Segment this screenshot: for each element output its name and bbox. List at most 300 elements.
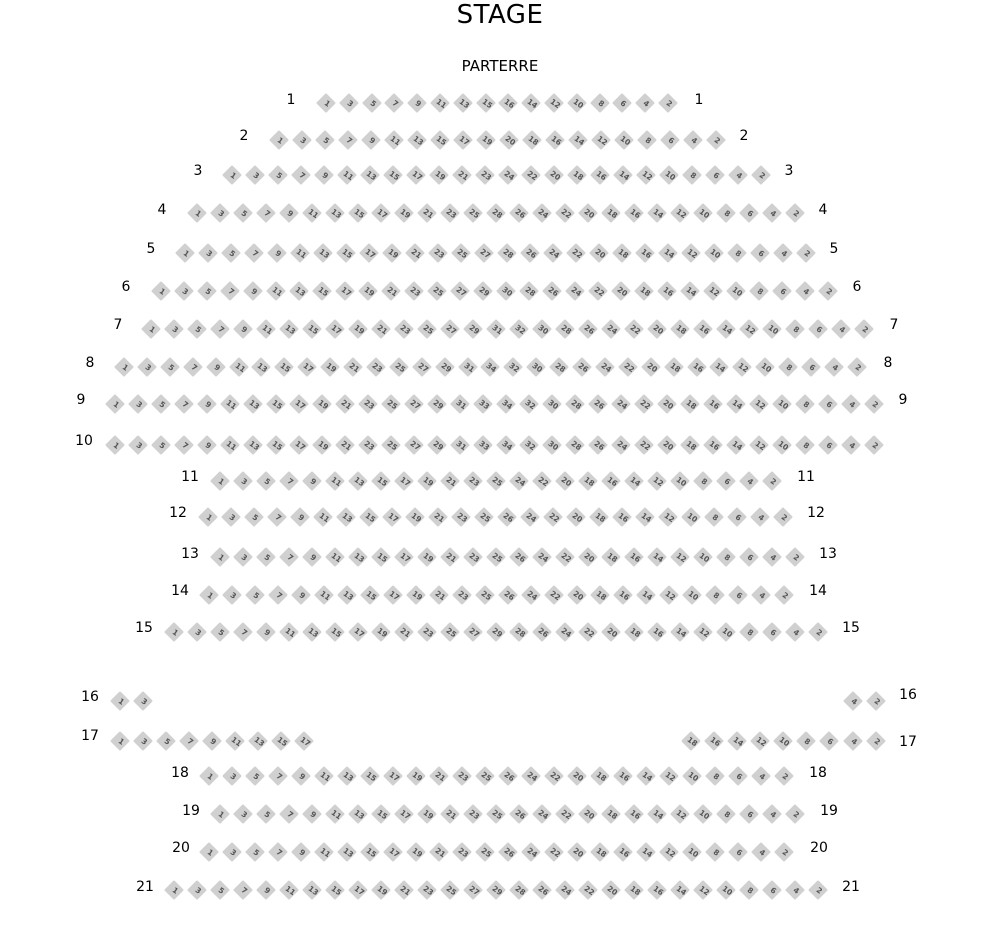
- seat[interactable]: [408, 94, 428, 114]
- seat[interactable]: [728, 508, 748, 528]
- seat[interactable]: [568, 843, 588, 863]
- seat[interactable]: [556, 320, 576, 340]
- seat[interactable]: [293, 131, 313, 151]
- seat[interactable]: [188, 320, 208, 340]
- seat[interactable]: [740, 472, 760, 492]
- seat[interactable]: [383, 244, 403, 264]
- seat[interactable]: [727, 282, 747, 302]
- seat[interactable]: [566, 282, 586, 302]
- seat[interactable]: [825, 358, 845, 378]
- seat[interactable]: [522, 843, 542, 863]
- seat[interactable]: [349, 805, 369, 825]
- seat[interactable]: [533, 204, 553, 224]
- seat[interactable]: [568, 94, 588, 114]
- seat[interactable]: [510, 623, 530, 643]
- seat[interactable]: [694, 623, 714, 643]
- seat[interactable]: [315, 586, 335, 606]
- seat[interactable]: [245, 244, 265, 264]
- seat[interactable]: [510, 881, 530, 901]
- seat[interactable]: [681, 282, 701, 302]
- seat[interactable]: [545, 586, 565, 606]
- seat[interactable]: [625, 548, 645, 568]
- seat[interactable]: [203, 732, 223, 752]
- seat[interactable]: [763, 881, 783, 901]
- seat[interactable]: [592, 131, 612, 151]
- seat[interactable]: [671, 548, 691, 568]
- seat[interactable]: [625, 623, 645, 643]
- seat[interactable]: [522, 767, 542, 787]
- seat[interactable]: [660, 843, 680, 863]
- seat[interactable]: [865, 395, 885, 415]
- seat[interactable]: [314, 244, 334, 264]
- seat[interactable]: [384, 586, 404, 606]
- seat[interactable]: [384, 166, 404, 186]
- seat[interactable]: [221, 395, 241, 415]
- seat[interactable]: [211, 472, 231, 492]
- seat[interactable]: [234, 204, 254, 224]
- seat[interactable]: [106, 436, 126, 456]
- seat[interactable]: [441, 623, 461, 643]
- seat[interactable]: [339, 131, 359, 151]
- seat[interactable]: [527, 358, 547, 378]
- seat[interactable]: [188, 204, 208, 224]
- seat[interactable]: [175, 282, 195, 302]
- seat[interactable]: [257, 320, 277, 340]
- seat[interactable]: [550, 358, 570, 378]
- seat[interactable]: [855, 320, 875, 340]
- seat[interactable]: [349, 881, 369, 901]
- seat[interactable]: [430, 843, 450, 863]
- seat[interactable]: [372, 472, 392, 492]
- seat[interactable]: [671, 320, 691, 340]
- seat[interactable]: [750, 395, 770, 415]
- seat[interactable]: [230, 358, 250, 378]
- seat[interactable]: [476, 166, 496, 186]
- seat[interactable]: [405, 282, 425, 302]
- seat[interactable]: [636, 508, 656, 528]
- seat[interactable]: [636, 244, 656, 264]
- seat[interactable]: [648, 204, 668, 224]
- seat[interactable]: [338, 843, 358, 863]
- seat[interactable]: [602, 881, 622, 901]
- seat[interactable]: [763, 548, 783, 568]
- seat[interactable]: [336, 282, 356, 302]
- seat[interactable]: [638, 131, 658, 151]
- seat[interactable]: [199, 244, 219, 264]
- seat[interactable]: [706, 767, 726, 787]
- seat[interactable]: [441, 472, 461, 492]
- seat[interactable]: [867, 732, 887, 752]
- seat[interactable]: [245, 508, 265, 528]
- seat[interactable]: [683, 166, 703, 186]
- seat[interactable]: [337, 508, 357, 528]
- seat[interactable]: [188, 623, 208, 643]
- seat[interactable]: [543, 395, 563, 415]
- seat[interactable]: [477, 131, 497, 151]
- seat[interactable]: [740, 204, 760, 224]
- seat[interactable]: [579, 472, 599, 492]
- seat[interactable]: [658, 282, 678, 302]
- seat[interactable]: [431, 94, 451, 114]
- seat[interactable]: [545, 94, 565, 114]
- seat[interactable]: [244, 395, 264, 415]
- seat[interactable]: [579, 204, 599, 224]
- seat[interactable]: [223, 166, 243, 186]
- seat[interactable]: [579, 623, 599, 643]
- seat[interactable]: [727, 395, 747, 415]
- seat[interactable]: [408, 131, 428, 151]
- seat[interactable]: [165, 623, 185, 643]
- seat[interactable]: [152, 282, 172, 302]
- seat[interactable]: [290, 436, 310, 456]
- seat[interactable]: [568, 767, 588, 787]
- seat[interactable]: [246, 166, 266, 186]
- seat[interactable]: [344, 358, 364, 378]
- seat[interactable]: [681, 436, 701, 456]
- seat[interactable]: [115, 358, 135, 378]
- seat[interactable]: [763, 472, 783, 492]
- seat[interactable]: [336, 395, 356, 415]
- seat[interactable]: [706, 166, 726, 186]
- seat[interactable]: [579, 881, 599, 901]
- seat[interactable]: [451, 436, 471, 456]
- seat[interactable]: [819, 395, 839, 415]
- seat[interactable]: [671, 623, 691, 643]
- seat[interactable]: [740, 623, 760, 643]
- seat[interactable]: [441, 881, 461, 901]
- seat[interactable]: [257, 881, 277, 901]
- seat[interactable]: [367, 358, 387, 378]
- seat[interactable]: [809, 881, 829, 901]
- seat[interactable]: [142, 320, 162, 340]
- seat[interactable]: [533, 320, 553, 340]
- seat[interactable]: [589, 282, 609, 302]
- seat[interactable]: [359, 436, 379, 456]
- seat[interactable]: [612, 282, 632, 302]
- seat[interactable]: [134, 732, 154, 752]
- seat[interactable]: [221, 436, 241, 456]
- seat[interactable]: [464, 548, 484, 568]
- seat[interactable]: [441, 805, 461, 825]
- seat[interactable]: [436, 358, 456, 378]
- seat[interactable]: [452, 508, 472, 528]
- seat[interactable]: [637, 586, 657, 606]
- seat[interactable]: [405, 436, 425, 456]
- seat[interactable]: [429, 244, 449, 264]
- seat[interactable]: [418, 320, 438, 340]
- seat[interactable]: [349, 548, 369, 568]
- seat[interactable]: [180, 732, 200, 752]
- seat[interactable]: [614, 767, 634, 787]
- seat[interactable]: [157, 732, 177, 752]
- seat[interactable]: [533, 623, 553, 643]
- seat[interactable]: [111, 732, 131, 752]
- seat[interactable]: [384, 767, 404, 787]
- seat[interactable]: [475, 508, 495, 528]
- seat[interactable]: [405, 395, 425, 415]
- seat[interactable]: [395, 623, 415, 643]
- seat[interactable]: [211, 805, 231, 825]
- seat[interactable]: [556, 472, 576, 492]
- seat[interactable]: [543, 282, 563, 302]
- seat[interactable]: [315, 767, 335, 787]
- seat[interactable]: [474, 282, 494, 302]
- seat[interactable]: [372, 548, 392, 568]
- seat[interactable]: [775, 767, 795, 787]
- seat[interactable]: [361, 843, 381, 863]
- seat[interactable]: [661, 131, 681, 151]
- seat[interactable]: [752, 843, 772, 863]
- seat[interactable]: [637, 767, 657, 787]
- seat[interactable]: [533, 805, 553, 825]
- seat[interactable]: [418, 204, 438, 224]
- seat[interactable]: [556, 805, 576, 825]
- seat[interactable]: [291, 244, 311, 264]
- seat[interactable]: [659, 244, 679, 264]
- seat[interactable]: [510, 805, 530, 825]
- seat[interactable]: [211, 881, 231, 901]
- seat[interactable]: [198, 395, 218, 415]
- seat[interactable]: [383, 508, 403, 528]
- seat[interactable]: [867, 692, 887, 712]
- seat[interactable]: [717, 204, 737, 224]
- seat[interactable]: [313, 395, 333, 415]
- seat[interactable]: [637, 166, 657, 186]
- seat[interactable]: [234, 548, 254, 568]
- seat[interactable]: [612, 395, 632, 415]
- seat[interactable]: [499, 767, 519, 787]
- seat[interactable]: [464, 805, 484, 825]
- seat[interactable]: [751, 508, 771, 528]
- seat[interactable]: [497, 395, 517, 415]
- seat[interactable]: [637, 843, 657, 863]
- seat[interactable]: [475, 244, 495, 264]
- seat[interactable]: [395, 805, 415, 825]
- seat[interactable]: [363, 94, 383, 114]
- seat[interactable]: [648, 548, 668, 568]
- seat[interactable]: [280, 805, 300, 825]
- seat[interactable]: [246, 843, 266, 863]
- seat[interactable]: [750, 436, 770, 456]
- seat[interactable]: [303, 805, 323, 825]
- seat[interactable]: [303, 472, 323, 492]
- seat[interactable]: [280, 320, 300, 340]
- seat[interactable]: [464, 623, 484, 643]
- seat[interactable]: [499, 843, 519, 863]
- seat[interactable]: [704, 395, 724, 415]
- seat[interactable]: [567, 508, 587, 528]
- seat[interactable]: [752, 586, 772, 606]
- seat[interactable]: [474, 395, 494, 415]
- seat[interactable]: [269, 586, 289, 606]
- seat[interactable]: [694, 881, 714, 901]
- seat[interactable]: [338, 166, 358, 186]
- seat[interactable]: [579, 805, 599, 825]
- seat[interactable]: [267, 395, 287, 415]
- seat[interactable]: [487, 881, 507, 901]
- seat[interactable]: [267, 282, 287, 302]
- seat[interactable]: [349, 320, 369, 340]
- seat[interactable]: [568, 586, 588, 606]
- seat[interactable]: [545, 843, 565, 863]
- seat[interactable]: [372, 805, 392, 825]
- seat[interactable]: [613, 94, 633, 114]
- seat[interactable]: [579, 320, 599, 340]
- seat[interactable]: [510, 320, 530, 340]
- seat[interactable]: [591, 166, 611, 186]
- seat[interactable]: [407, 767, 427, 787]
- seat[interactable]: [648, 881, 668, 901]
- seat[interactable]: [683, 843, 703, 863]
- seat[interactable]: [523, 131, 543, 151]
- seat[interactable]: [614, 586, 634, 606]
- seat[interactable]: [476, 586, 496, 606]
- seat[interactable]: [257, 623, 277, 643]
- seat[interactable]: [430, 586, 450, 606]
- seat[interactable]: [671, 204, 691, 224]
- seat[interactable]: [802, 358, 822, 378]
- seat[interactable]: [451, 395, 471, 415]
- seat[interactable]: [382, 282, 402, 302]
- seat[interactable]: [268, 508, 288, 528]
- seat[interactable]: [280, 472, 300, 492]
- seat[interactable]: [487, 204, 507, 224]
- seat[interactable]: [544, 508, 564, 528]
- seat[interactable]: [533, 881, 553, 901]
- seat[interactable]: [635, 395, 655, 415]
- seat[interactable]: [292, 586, 312, 606]
- seat[interactable]: [106, 395, 126, 415]
- seat[interactable]: [257, 472, 277, 492]
- seat[interactable]: [820, 732, 840, 752]
- seat[interactable]: [175, 395, 195, 415]
- seat[interactable]: [694, 204, 714, 224]
- seat[interactable]: [659, 94, 679, 114]
- seat[interactable]: [671, 805, 691, 825]
- seat[interactable]: [453, 767, 473, 787]
- seat[interactable]: [497, 282, 517, 302]
- seat[interactable]: [625, 320, 645, 340]
- seat[interactable]: [161, 358, 181, 378]
- seat[interactable]: [727, 436, 747, 456]
- seat[interactable]: [152, 436, 172, 456]
- seat[interactable]: [728, 244, 748, 264]
- seat[interactable]: [602, 623, 622, 643]
- seat[interactable]: [797, 732, 817, 752]
- seat[interactable]: [520, 282, 540, 302]
- seat[interactable]: [740, 548, 760, 568]
- seat[interactable]: [688, 358, 708, 378]
- seat[interactable]: [390, 358, 410, 378]
- seat[interactable]: [428, 395, 448, 415]
- seat[interactable]: [729, 166, 749, 186]
- seat[interactable]: [406, 508, 426, 528]
- seat[interactable]: [545, 767, 565, 787]
- seat[interactable]: [385, 131, 405, 151]
- seat[interactable]: [683, 586, 703, 606]
- seat[interactable]: [684, 131, 704, 151]
- seat[interactable]: [303, 881, 323, 901]
- seat[interactable]: [522, 166, 542, 186]
- seat[interactable]: [775, 586, 795, 606]
- seat[interactable]: [844, 692, 864, 712]
- seat[interactable]: [625, 805, 645, 825]
- seat[interactable]: [556, 623, 576, 643]
- seat[interactable]: [533, 548, 553, 568]
- seat[interactable]: [418, 805, 438, 825]
- seat[interactable]: [648, 623, 668, 643]
- seat[interactable]: [660, 767, 680, 787]
- seat[interactable]: [175, 436, 195, 456]
- seat[interactable]: [510, 548, 530, 568]
- seat[interactable]: [152, 395, 172, 415]
- seat[interactable]: [635, 436, 655, 456]
- seat[interactable]: [591, 767, 611, 787]
- seat[interactable]: [464, 320, 484, 340]
- seat[interactable]: [211, 204, 231, 224]
- seat[interactable]: [832, 320, 852, 340]
- seat[interactable]: [613, 244, 633, 264]
- seat[interactable]: [729, 586, 749, 606]
- seat[interactable]: [844, 732, 864, 752]
- seat[interactable]: [510, 472, 530, 492]
- seat[interactable]: [234, 320, 254, 340]
- seat[interactable]: [763, 320, 783, 340]
- seat[interactable]: [134, 692, 154, 712]
- seat[interactable]: [774, 508, 794, 528]
- seat[interactable]: [349, 204, 369, 224]
- seat[interactable]: [257, 204, 277, 224]
- seat[interactable]: [292, 166, 312, 186]
- seat[interactable]: [313, 282, 333, 302]
- seat[interactable]: [487, 472, 507, 492]
- seat[interactable]: [249, 732, 269, 752]
- seat[interactable]: [796, 436, 816, 456]
- seat[interactable]: [234, 472, 254, 492]
- seat[interactable]: [428, 436, 448, 456]
- seat[interactable]: [546, 131, 566, 151]
- seat[interactable]: [717, 881, 737, 901]
- seat[interactable]: [269, 767, 289, 787]
- seat[interactable]: [614, 166, 634, 186]
- seat[interactable]: [200, 843, 220, 863]
- seat[interactable]: [452, 244, 472, 264]
- seat[interactable]: [706, 843, 726, 863]
- seat[interactable]: [315, 166, 335, 186]
- seat[interactable]: [385, 94, 405, 114]
- seat[interactable]: [395, 204, 415, 224]
- seat[interactable]: [372, 204, 392, 224]
- seat[interactable]: [303, 623, 323, 643]
- seat[interactable]: [589, 395, 609, 415]
- seat[interactable]: [326, 472, 346, 492]
- seat[interactable]: [474, 436, 494, 456]
- seat[interactable]: [774, 244, 794, 264]
- seat[interactable]: [290, 282, 310, 302]
- seat[interactable]: [779, 358, 799, 378]
- seat[interactable]: [602, 805, 622, 825]
- seat[interactable]: [728, 732, 748, 752]
- seat[interactable]: [796, 395, 816, 415]
- seat[interactable]: [111, 692, 131, 712]
- seat[interactable]: [211, 623, 231, 643]
- seat[interactable]: [200, 586, 220, 606]
- seat[interactable]: [842, 436, 862, 456]
- seat[interactable]: [234, 805, 254, 825]
- seat[interactable]: [360, 508, 380, 528]
- seat[interactable]: [625, 472, 645, 492]
- seat[interactable]: [499, 94, 519, 114]
